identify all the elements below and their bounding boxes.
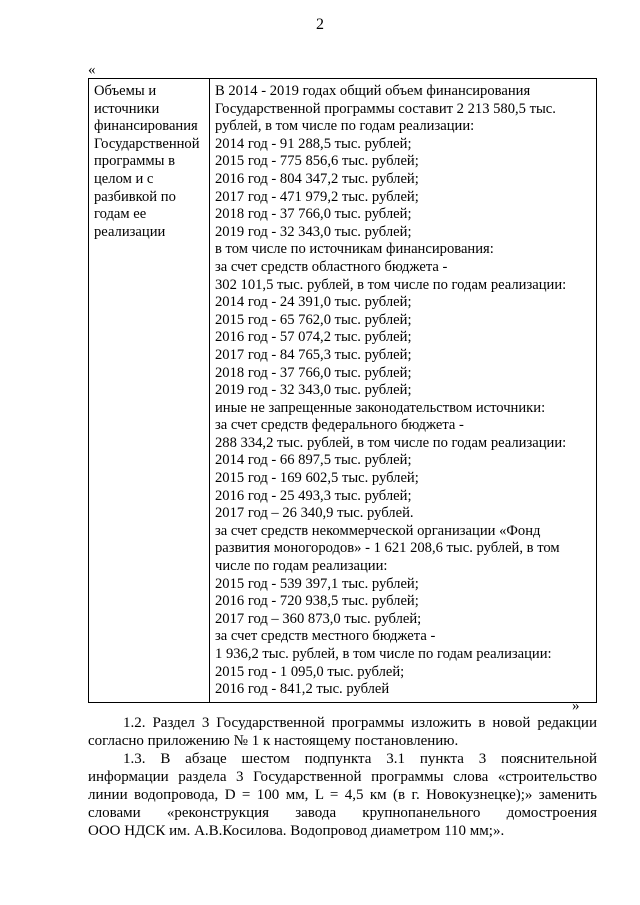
content-line: в том числе по источникам финансирования: [215, 241, 494, 258]
content-line: 2018 год - 37 766,0 тыс. рублей; [215, 206, 412, 223]
amendment-paragraph-1-3 [88, 750, 597, 840]
content-line: 2015 год - 539 397,1 тыс. рублей; [215, 575, 419, 592]
content-line: за счет средств федерального бюджета - [215, 417, 464, 434]
paragraph-line: 1.2. Раздел 3 Государственной программы изложить в новой редакции [123, 715, 597, 731]
opening-quote: « [88, 62, 96, 78]
passport-table [88, 78, 597, 703]
content-line: 2018 год - 37 766,0 тыс. рублей; [215, 364, 412, 381]
content-line: числе по годам реализации: [215, 558, 388, 575]
content-line: Государственной программы составит 2 213 580,5 тыс. [215, 100, 556, 117]
label-cell [89, 79, 210, 703]
content-line: 2017 год – 360 873,0 тыс. рублей; [215, 610, 422, 627]
content-line: 2014 год - 91 288,5 тыс. рублей; [215, 135, 412, 152]
content-line: 2017 год - 84 765,3 тыс. рублей; [215, 346, 412, 363]
page-number: 2 [316, 16, 324, 33]
content-line: 2017 год - 471 979,2 тыс. рублей; [215, 188, 419, 205]
content-line: 2016 год - 57 074,2 тыс. рублей; [215, 329, 412, 346]
content-line: 2014 год - 24 391,0 тыс. рублей; [215, 294, 412, 311]
content-line: 288 334,2 тыс. рублей, в том числе по годам реализации: [215, 434, 567, 451]
content-line: 2017 год – 26 340,9 тыс. рублей. [215, 505, 414, 522]
label-line: программы в [94, 153, 175, 170]
label-line: источники [94, 100, 160, 117]
amendment-paragraph-1-2 [88, 714, 597, 750]
label-line: разбивкой по [94, 188, 176, 205]
content-line: 2015 год - 169 602,5 тыс. рублей; [215, 470, 419, 487]
content-line: 2019 год - 32 343,0 тыс. рублей; [215, 382, 412, 399]
content-line: 2019 год - 32 343,0 тыс. рублей; [215, 223, 412, 240]
content-line: 2016 год - 720 938,5 тыс. рублей; [215, 593, 419, 610]
content-line: В 2014 - 2019 годах общий объем финансирования [215, 83, 531, 99]
content-line: иные не запрещенные законодательством источники: [215, 399, 546, 416]
label-line: Объемы и [94, 83, 157, 99]
content-line: 302 101,5 тыс. рублей, в том числе по годам реализации: [215, 276, 567, 293]
content-line: 2014 год - 66 897,5 тыс. рублей; [215, 452, 412, 469]
label-line: годам ее [94, 206, 147, 223]
content-cell [210, 79, 597, 703]
label-line: Государственной [94, 135, 200, 152]
label-line: финансирования [94, 118, 198, 135]
closing-quote: » [572, 698, 580, 714]
content-line: 2015 год - 1 095,0 тыс. рублей; [215, 663, 405, 680]
label-line: целом и с [94, 170, 154, 187]
paragraph-line: согласно приложению № 1 к настоящему постановлению. [88, 733, 459, 749]
label-line: реализации [94, 223, 166, 240]
amendment-text [88, 714, 597, 840]
content-line: за счет средств областного бюджета - [215, 258, 448, 275]
content-line: 1 936,2 тыс. рублей, в том числе по годам реализации: [215, 646, 552, 662]
paragraph-line: ООО НДСК им. А.В.Косилова. Водопровод диаметром 110 мм;». [88, 823, 505, 839]
paragraph-line: линии водопровода, D = 100 мм, L = 4,5 км (в г. Новокузнецке);» заменить [88, 787, 597, 803]
paragraph-line: словами «реконструкция завода крупнопанельного домостроения [88, 805, 597, 821]
content-line: 2015 год - 65 762,0 тыс. рублей; [215, 311, 412, 328]
content-line: 2016 год - 804 347,2 тыс. рублей; [215, 170, 419, 187]
content-line: развития моногородов» - 1 621 208,6 тыс. рублей, в том [215, 540, 560, 557]
content-line: за счет средств местного бюджета - [215, 628, 436, 645]
content-line: 2016 год - 25 493,3 тыс. рублей; [215, 487, 412, 504]
paragraph-line: информации раздела 3 Государственной программы слова «строительство [88, 769, 597, 785]
table-row [89, 79, 597, 703]
content-line: 2015 год - 775 856,6 тыс. рублей; [215, 153, 419, 170]
content-line: за счет средств некоммерческой организации «Фонд [215, 522, 541, 539]
content-line: 2016 год - 841,2 тыс. рублей [215, 681, 390, 698]
content-line: рублей, в том числе по годам реализации: [215, 118, 475, 135]
paragraph-line: 1.3. В абзаце шестом подпункта 3.1 пункта 3 пояснительной [123, 751, 597, 767]
